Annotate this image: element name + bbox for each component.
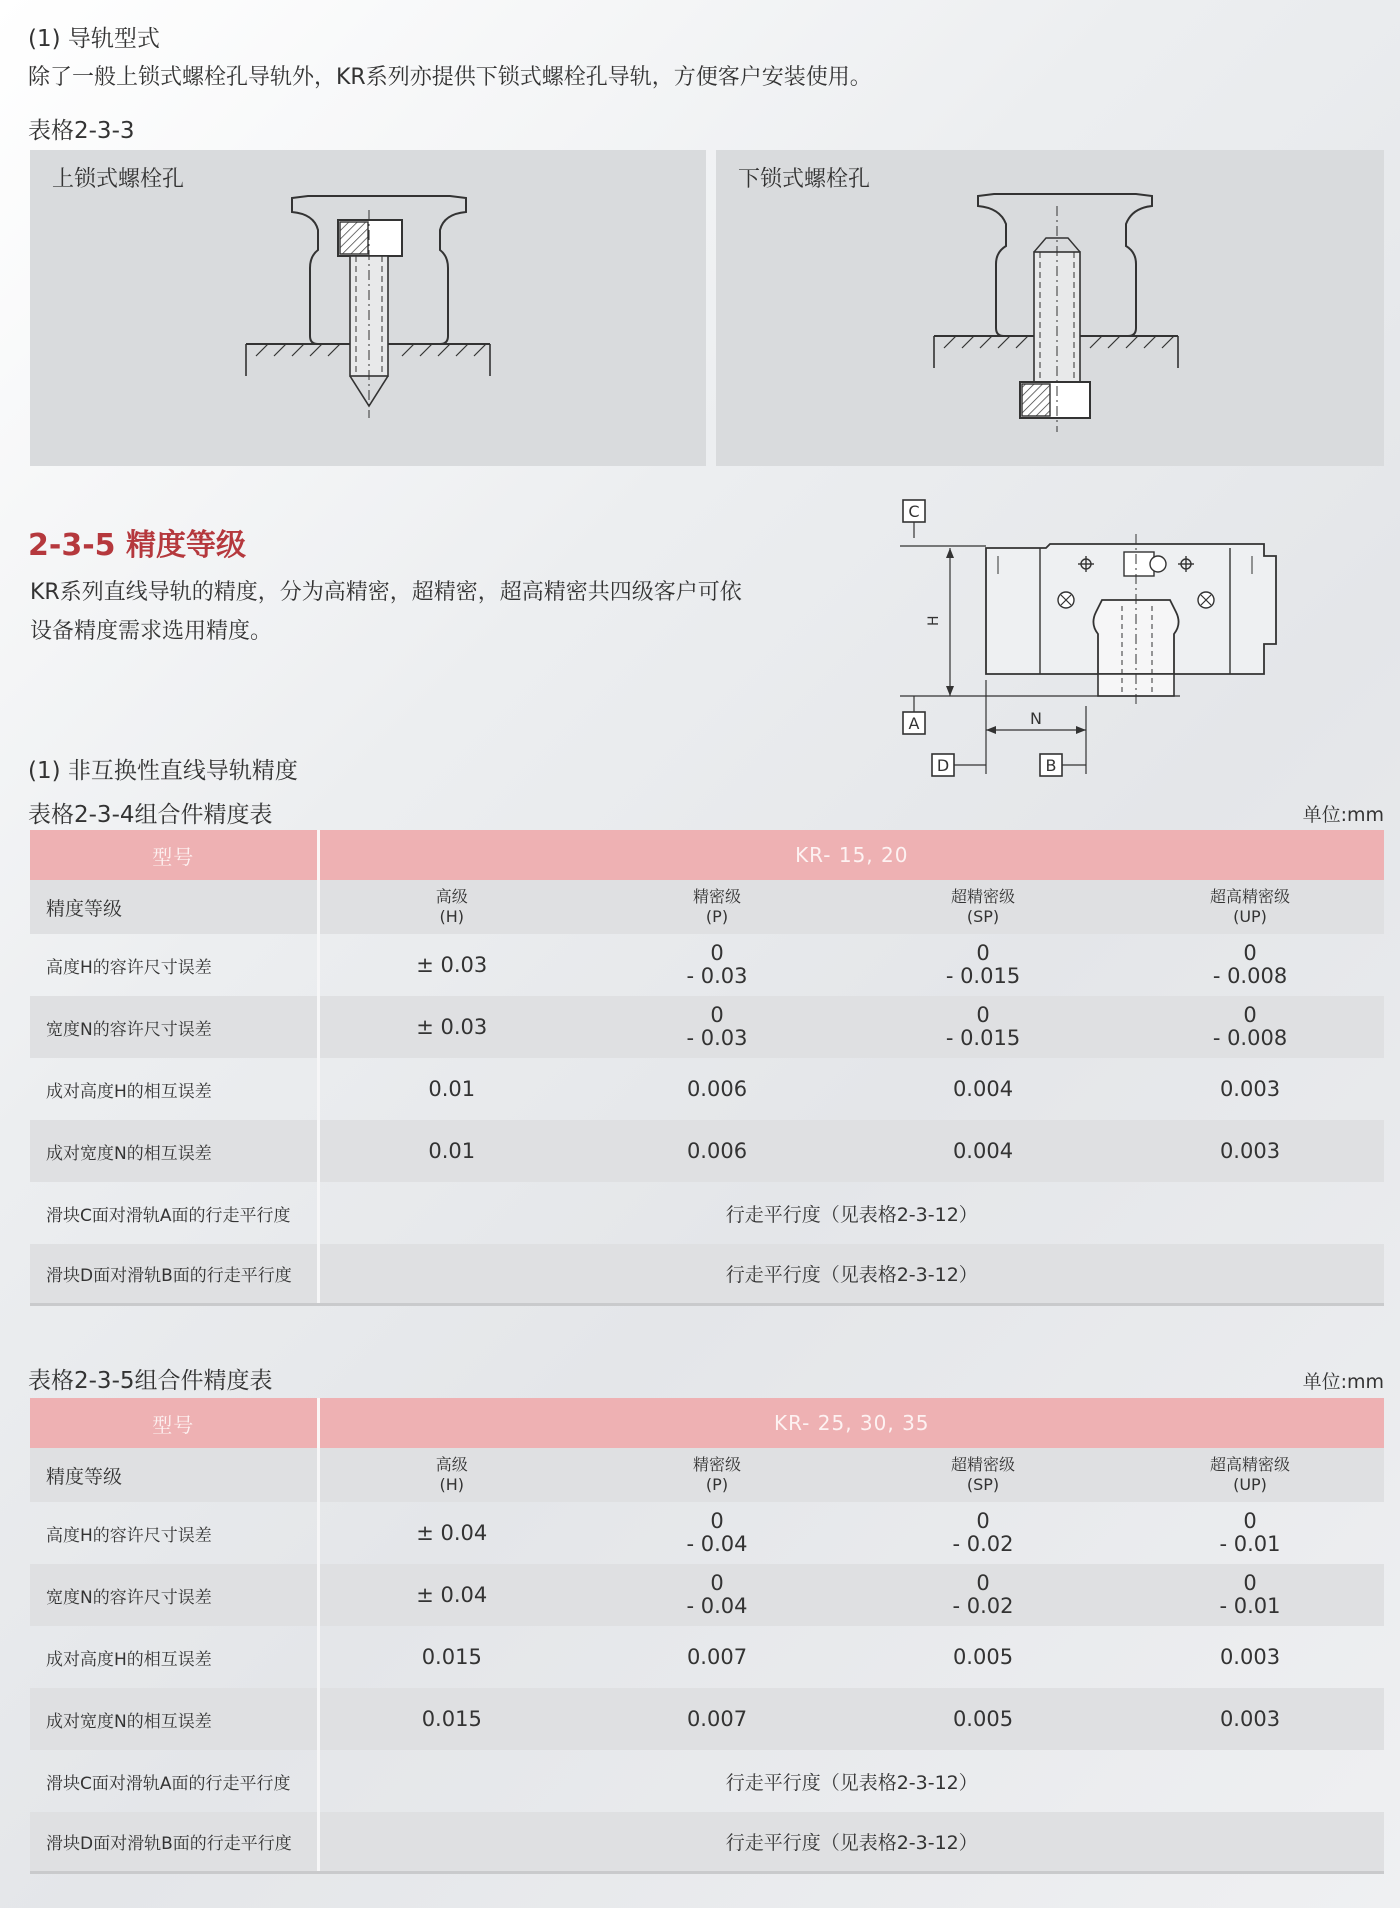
table-row: 高度H的容许尺寸误差 ± 0.03 0 - 0.03 0 - 0.015 0 - 0.008 <box>30 934 1384 996</box>
table-row: 宽度N的容许尺寸误差 ± 0.03 0 - 0.03 0 - 0.015 0 - 0.008 <box>30 996 1384 1058</box>
grade-up: 超高精密级 (UP) <box>1116 1448 1384 1502</box>
rail-type-description: 除了一般上锁式螺栓孔导轨外，KR系列亦提供下锁式螺栓孔导轨，方便客户安装使用。 <box>28 65 872 90</box>
top-lock-diagram <box>30 150 706 466</box>
rail-type-heading: (1) 导轨型式 <box>28 26 160 52</box>
precision-section-title: 2-3-5 精度等级 <box>28 528 246 563</box>
non-interchangeable-heading: (1) 非互换性直线导轨精度 <box>28 758 298 784</box>
grade-up: 超高精密级 (UP) <box>1116 880 1384 934</box>
precision-table-kr25-30-35 <box>30 1398 1384 1874</box>
ref-label-c: C <box>908 502 920 521</box>
table1-caption: 表格2-3-4组合件精度表 <box>28 802 273 828</box>
table2-caption: 表格2-3-5组合件精度表 <box>28 1368 273 1394</box>
grade-label: 精度等级 <box>30 880 318 934</box>
table-row: 宽度N的容许尺寸误差 ± 0.04 0 - 0.04 0 - 0.02 0 - 0.01 <box>30 1564 1384 1626</box>
dim-label-n: N <box>1030 709 1042 728</box>
model-value-cell: KR- 25, 30, 35 <box>318 1398 1384 1448</box>
table-row: 成对高度H的相互误差 0.015 0.007 0.005 0.003 <box>30 1626 1384 1688</box>
table1-unit: 单位:mm <box>1302 804 1384 826</box>
top-lock-label: 上锁式螺栓孔 <box>52 167 185 192</box>
bottom-lock-panel <box>716 150 1384 466</box>
table-row: 成对高度H的相互误差 0.01 0.006 0.004 0.003 <box>30 1058 1384 1120</box>
model-label-cell: 型号 <box>30 830 318 880</box>
grade-p: 精密级 (P) <box>584 1448 850 1502</box>
rail-table-caption: 表格2-3-3 <box>28 118 135 144</box>
block-reference-diagram <box>890 494 1310 784</box>
table-row: 滑块C面对滑轨A面的行走平行度 行走平行度（见表格2-3-12） <box>30 1182 1384 1244</box>
ref-label-a: A <box>908 714 920 733</box>
ref-label-d: D <box>936 756 950 775</box>
grade-sp: 超精密级 (SP) <box>850 1448 1116 1502</box>
bottom-lock-diagram <box>716 150 1384 466</box>
table-row: 高度H的容许尺寸误差 ± 0.04 0 - 0.04 0 - 0.02 0 - 0.01 <box>30 1502 1384 1564</box>
precision-description-line1: KR系列直线导轨的精度，分为高精密，超精密，超高精密共四级客户可依 <box>30 580 742 605</box>
grade-sp: 超精密级 (SP) <box>850 880 1116 934</box>
grade-label: 精度等级 <box>30 1448 318 1502</box>
table-row: 滑块D面对滑轨B面的行走平行度 行走平行度（见表格2-3-12） <box>30 1244 1384 1304</box>
precision-table-kr15-20 <box>30 830 1384 1306</box>
table2-unit: 单位:mm <box>1302 1371 1384 1393</box>
ref-label-b: B <box>1045 756 1057 775</box>
model-value-cell: KR- 15, 20 <box>318 830 1384 880</box>
model-label-cell: 型号 <box>30 1398 318 1448</box>
table-row: 成对宽度N的相互误差 0.015 0.007 0.005 0.003 <box>30 1688 1384 1750</box>
grade-h: 高级 (H) <box>318 880 584 934</box>
table-row: 滑块C面对滑轨A面的行走平行度 行走平行度（见表格2-3-12） <box>30 1750 1384 1812</box>
table-row: 滑块D面对滑轨B面的行走平行度 行走平行度（见表格2-3-12） <box>30 1812 1384 1872</box>
grade-p: 精密级 (P) <box>584 880 850 934</box>
top-lock-panel <box>30 150 706 466</box>
precision-description-line2: 设备精度需求选用精度。 <box>30 619 273 644</box>
table-row: 成对宽度N的相互误差 0.01 0.006 0.004 0.003 <box>30 1120 1384 1182</box>
dim-label-h: H <box>926 615 942 626</box>
grade-h: 高级 (H) <box>318 1448 584 1502</box>
bottom-lock-label: 下锁式螺栓孔 <box>738 167 871 192</box>
